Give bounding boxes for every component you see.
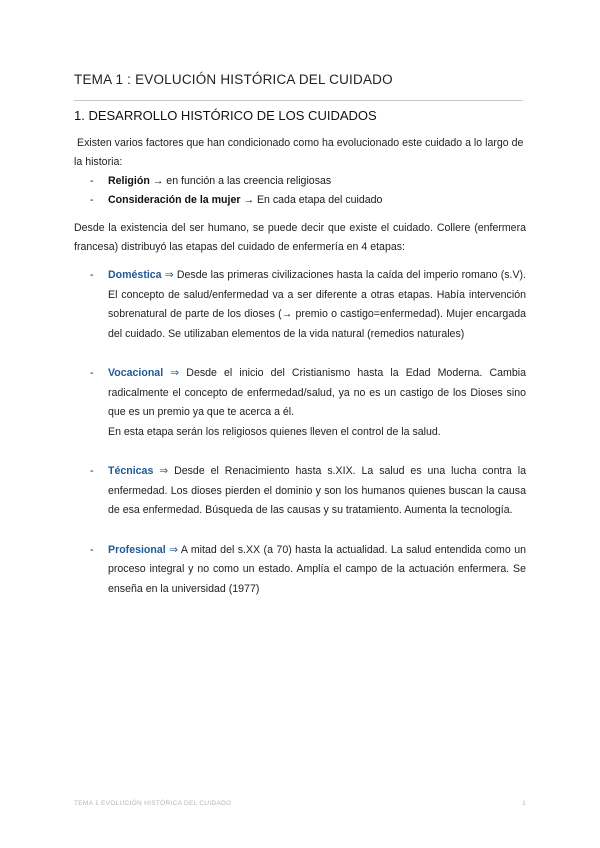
list-dash: -	[90, 175, 94, 187]
stage-text: Desde el Renacimiento hasta s.XIX. La salud es una lucha contra la enfermedad. Los dioses pierden el dominio y son los humanos quienes buscan la causa de esa enfermedad. Búsqueda de las causas y su tratamiento. Aumenta la tecnología.	[108, 465, 526, 516]
page-footer	[74, 800, 526, 807]
list-dash: -	[90, 193, 94, 206]
list-dash: -	[90, 465, 94, 477]
double-arrow-icon: ⇒	[170, 367, 180, 379]
stage-item-vocacional	[92, 364, 526, 442]
stage-item-tecnicas	[92, 462, 526, 521]
footer-label: TEMA 1 EVOLUCIÓN HISTÓRICA DEL CUIDADO	[74, 800, 232, 807]
double-arrow-icon: ⇒	[159, 465, 169, 477]
list-dash: -	[90, 543, 94, 556]
stage-name: Doméstica	[108, 269, 162, 281]
stage-extra-text: En esta etapa serán los religiosos quienes lleven el control de la salud.	[108, 425, 441, 438]
stage-text: Desde el inicio del Cristianismo hasta la Edad Moderna. Cambia radicalmente el concepto de enfermedad/salud, ya no es un castigo de los Dioses sino que es un premio ya que te acerca a él.	[108, 367, 526, 418]
list-item	[92, 172, 522, 191]
factor-label: Consideración de la mujer	[108, 193, 241, 206]
document-title: TEMA 1 : EVOLUCIÓN HISTÓRICA DEL CUIDADO	[74, 72, 393, 87]
stage-name: Técnicas	[108, 465, 154, 477]
double-arrow-icon: ⇒	[169, 543, 179, 556]
stage-name: Profesional	[108, 543, 166, 556]
section-title: 1. DESARROLLO HISTÓRICO DE LOS CUIDADOS	[74, 108, 377, 123]
stage-list	[92, 266, 526, 599]
list-item	[92, 191, 522, 210]
factor-list	[92, 172, 522, 209]
stage-text: Desde las primeras civilizaciones hasta la caída del imperio romano (s.V). El concepto de salud/enfermedad va a ser diferente a otras etapas. Había intervención sobrenatural de parte de los dioses (→ premio o castigo=enfermedad). Mujer encargada del cuidado. Se utilizaban elementos de la vida natural (remedios naturales)	[108, 269, 526, 340]
stage-item-domestica	[92, 266, 526, 344]
title-divider	[74, 100, 523, 101]
factor-text: En cada etapa del cuidado	[256, 193, 383, 206]
list-dash: -	[90, 367, 94, 379]
arrow-symbol: →	[152, 175, 164, 187]
page-number: 1	[522, 800, 526, 807]
arrow-symbol: →	[243, 193, 255, 206]
intro-paragraph: Existen varios factores que han condicionado como ha evolucionado este cuidado a lo largo de la historia:	[74, 137, 524, 168]
factor-label: Religión	[108, 175, 150, 187]
stage-item-profesional	[92, 541, 526, 600]
stage-name: Vocacional	[108, 367, 164, 379]
stage-text: A mitad del s.XX (a 70) hasta la actualidad. La salud entendida como un proceso integral y no como un estado. Amplía el campo de la actuación enfermera. Se enseña en la universidad (1977)	[108, 543, 526, 595]
list-dash: -	[90, 269, 94, 281]
factor-text: en función a las creencia religiosas	[166, 175, 332, 187]
stages-intro-paragraph: Desde la existencia del ser humano, se puede decir que existe el cuidado. Collere (enfermera francesa) distribuyó las etapas del cuidado de enfermería en 4 etapas:	[74, 222, 526, 253]
double-arrow-icon: ⇒	[164, 269, 174, 281]
